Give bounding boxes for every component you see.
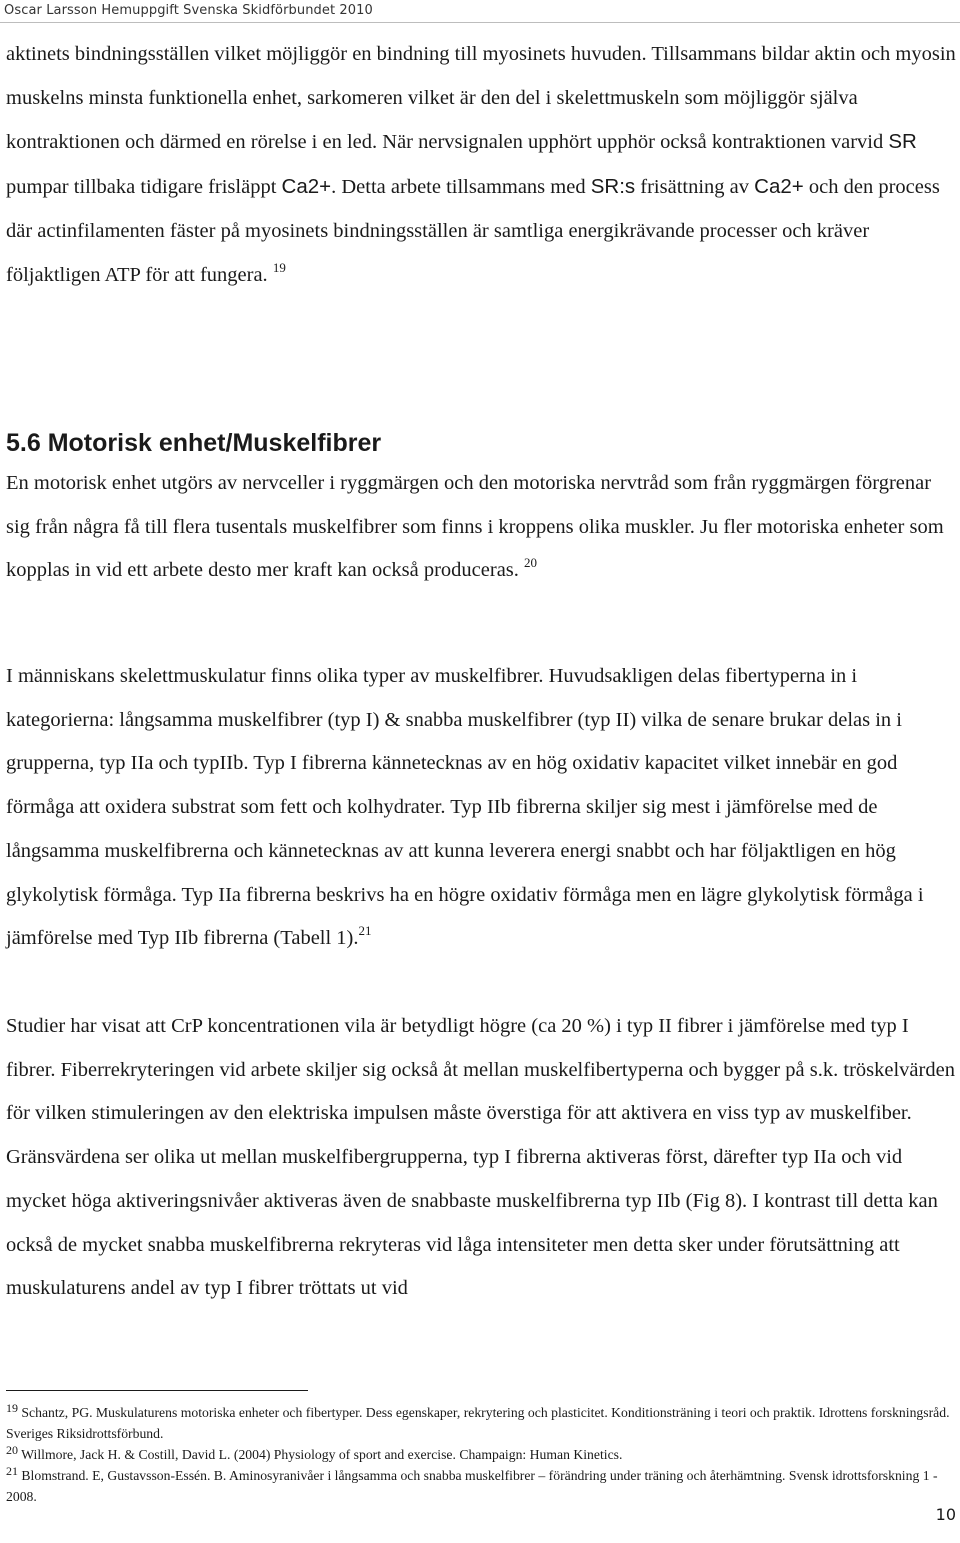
footnote-number: 19: [6, 1401, 18, 1415]
p1-ca-1: Ca2+: [281, 175, 332, 199]
p1-text-1: aktinets bindningsställen vilket möjliggör en bindning till myosinets huvuden. Tillsammans bildar aktin och myosin muskelns minsta funktionella enhet, sarkomeren vilket är den del i skelettmuskeln som möjliggör själva kontraktionen och därmed en rörelse i en led. När nervsignalen upphört upphör också kontraktionen varvid: [6, 43, 956, 154]
p1-text-5: och den process där actinfilamenten fäster på myosinets bindningsställen är samtliga energikrävande processer och kräver följaktligen ATP för att fungera.: [6, 176, 940, 286]
running-header: Oscar Larsson Hemuppgift Svenska Skidförbundet 2010: [4, 3, 373, 18]
footnote-divider: [6, 1390, 308, 1391]
footnote-text: Willmore, Jack H. & Costill, David L. (2004) Physiology of sport and exercise. Champaign: Human Kinetics.: [18, 1447, 623, 1462]
p1-srs: SR:s: [590, 175, 636, 199]
body-paragraph-1: [6, 33, 958, 297]
p1-sr: SR: [888, 130, 917, 154]
footnotes: [6, 1402, 956, 1507]
body-paragraph-3: [6, 655, 958, 961]
footnote-text: Schantz, PG. Muskulaturens motoriska enheter och fibertyper. Dess egenskaper, rekrytering och plasticitet. Konditionsträning i teori och praktik. Idrottens forskningsråd. Sveriges Riksidrottsförbund.: [6, 1405, 950, 1441]
footnote-text: Blomstrand. E, Gustavsson-Essén. B. Aminosyranivåer i långsamma och snabba muskelfibrer – förändring under träning och återhämtning. Svensk idrottsforskning 1 - 2008.: [6, 1468, 938, 1504]
footnote-20: [6, 1444, 956, 1465]
footnote-number: 21: [6, 1464, 18, 1478]
p1-text-2: pumpar tillbaka tidigare frisläppt: [6, 176, 282, 199]
footnote-number: 20: [6, 1443, 18, 1457]
p1-text-4: frisättning av: [635, 176, 755, 199]
header-divider: [0, 22, 960, 23]
body-paragraph-2: [6, 462, 958, 593]
page-number: 10: [935, 1505, 956, 1524]
p3-text: I människans skelettmuskulatur finns olika typer av muskelfibrer. Huvudsakligen delas fibertyperna in i kategorierna: långsamma muskelfibrer (typ I) & snabba muskelfibrer (typ II) vilka de senare brukar delas in i grupperna, typ IIa och typIIb. Typ I fibrerna kännetecknas av en hög oxidativ kapacitet vilket innebär en god förmåga att oxidera substrat som fett och kolhydrater. Typ IIb fibrerna skiljer sig mest i jämförelse med de långsamma muskelfibrerna och kännetecknas av att kunna leverera energi snabbt och har följaktligen en hög glykolytisk förmåga. Typ IIa fibrerna beskrivs ha en högre oxidativ förmåga men en lägre glykolytisk förmåga i jämförelse med Typ IIb fibrerna (Tabell 1).: [6, 665, 924, 950]
footnote-ref-21: 21: [358, 923, 372, 939]
footnote-ref-19: 19: [272, 259, 286, 275]
p1-ca-2: Ca2+: [754, 175, 804, 199]
body-paragraph-4: [6, 1005, 958, 1311]
section-heading: 5.6 Motorisk enhet/Muskelfibrer: [6, 429, 382, 457]
p2-text: En motorisk enhet utgörs av nervceller i ryggmärgen och den motoriska nervtråd som från ryggmärgen förgrenar sig från några få till flera tusentals muskelfibrer som finns i kroppens olika muskler. Ju fler motoriska enheter som kopplas in vid ett arbete desto mer kraft kan också produceras.: [6, 472, 944, 582]
footnote-ref-20: 20: [524, 555, 538, 571]
footnote-21: [6, 1465, 956, 1507]
p1-text-3: . Detta arbete tillsammans med: [331, 176, 591, 199]
p4-text: Studier har visat att CrP koncentrationen vila är betydligt högre (ca 20 %) i typ II fibrer i jämförelse med typ I fibrer. Fiberrekryteringen vid arbete skiljer sig också åt mellan muskelfibertyperna och bygger på s.k. tröskelvärden för vilken stimuleringen av den elektriska impulsen måste överstiga för att aktivera en viss typ av muskelfiber. Gränsvärdena ser olika ut mellan muskelfibergrupperna, typ I fibrerna aktiveras först, därefter typ IIa och vid mycket höga aktiveringsnivåer aktiveras även de snabbaste muskelfibrerna typ IIb (Fig 8). I kontrast till detta kan också de mycket snabba muskelfibrerna rekryteras vid låga intensiteter men detta sker under förutsättning att muskulaturens andel av typ I fibrer tröttats ut vid: [6, 1015, 955, 1300]
footnote-19: [6, 1402, 956, 1444]
